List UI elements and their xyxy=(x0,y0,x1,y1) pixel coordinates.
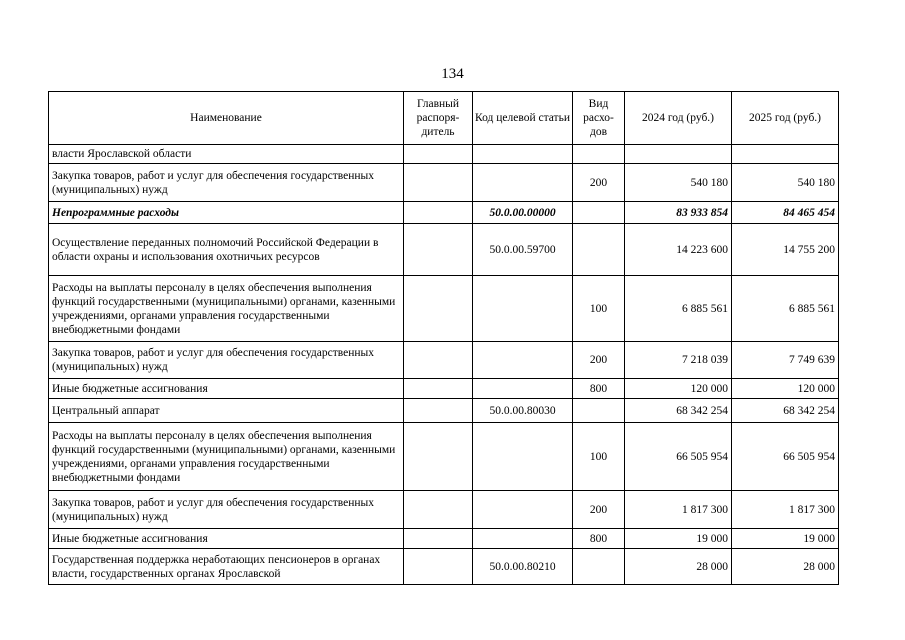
table-row xyxy=(49,342,839,379)
cell-name: Государственная поддержка неработающих пенсионеров в органах власти, государственных органах Ярославской xyxy=(49,549,404,585)
cell-type: 800 xyxy=(573,379,625,399)
cell-name: Непрограммные расходы xyxy=(49,202,404,224)
cell-name: Расходы на выплаты персоналу в целях обеспечения выполнения функций государственными (муниципальными) органами, казенными учреждениями, органами управления государственными внебюджетными фондами xyxy=(49,423,404,491)
cell-2024: 19 000 xyxy=(625,529,732,549)
cell-2024: 14 223 600 xyxy=(625,224,732,276)
cell-code: 50.0.00.80210 xyxy=(473,549,573,585)
cell-2024: 540 180 xyxy=(625,164,732,202)
cell-manager xyxy=(404,399,473,423)
cell-code: 50.0.00.59700 xyxy=(473,224,573,276)
cell-manager xyxy=(404,491,473,529)
cell-name: Иные бюджетные ассигнования xyxy=(49,529,404,549)
header-manager: Главный распоря-дитель xyxy=(404,92,473,145)
cell-type xyxy=(573,145,625,164)
cell-2025 xyxy=(732,145,839,164)
cell-name: Центральный аппарат xyxy=(49,399,404,423)
header-2025: 2025 год (руб.) xyxy=(732,92,839,145)
cell-2025: 540 180 xyxy=(732,164,839,202)
cell-2024: 7 218 039 xyxy=(625,342,732,379)
cell-name: Иные бюджетные ассигнования xyxy=(49,379,404,399)
cell-type xyxy=(573,224,625,276)
cell-2024: 66 505 954 xyxy=(625,423,732,491)
table-row xyxy=(49,224,839,276)
cell-code xyxy=(473,145,573,164)
cell-2024: 28 000 xyxy=(625,549,732,585)
cell-2024: 120 000 xyxy=(625,379,732,399)
cell-manager xyxy=(404,529,473,549)
cell-manager xyxy=(404,342,473,379)
cell-manager xyxy=(404,276,473,342)
table-row xyxy=(49,529,839,549)
cell-code xyxy=(473,529,573,549)
cell-2025: 28 000 xyxy=(732,549,839,585)
cell-2025: 19 000 xyxy=(732,529,839,549)
table-row xyxy=(49,145,839,164)
cell-2025: 66 505 954 xyxy=(732,423,839,491)
cell-type: 200 xyxy=(573,491,625,529)
page-number: 134 xyxy=(441,66,464,82)
cell-2025: 120 000 xyxy=(732,379,839,399)
table-row xyxy=(49,491,839,529)
cell-manager xyxy=(404,549,473,585)
cell-2024: 1 817 300 xyxy=(625,491,732,529)
cell-type xyxy=(573,399,625,423)
cell-2025: 1 817 300 xyxy=(732,491,839,529)
cell-type: 100 xyxy=(573,276,625,342)
header-code: Код целевой статьи xyxy=(473,92,573,145)
cell-name: власти Ярославской области xyxy=(49,145,404,164)
table-row xyxy=(49,379,839,399)
header-type: Вид расхо-дов xyxy=(573,92,625,145)
budget-table xyxy=(48,91,839,585)
cell-code xyxy=(473,379,573,399)
cell-type xyxy=(573,549,625,585)
cell-type: 200 xyxy=(573,164,625,202)
table-row xyxy=(49,202,839,224)
header-2024: 2024 год (руб.) xyxy=(625,92,732,145)
cell-type xyxy=(573,202,625,224)
cell-manager xyxy=(404,224,473,276)
table-row xyxy=(49,164,839,202)
table-row xyxy=(49,549,839,585)
cell-2025: 7 749 639 xyxy=(732,342,839,379)
cell-type: 800 xyxy=(573,529,625,549)
table-header-row xyxy=(49,92,839,145)
cell-2024: 83 933 854 xyxy=(625,202,732,224)
cell-manager xyxy=(404,379,473,399)
cell-name: Закупка товаров, работ и услуг для обеспечения государственных (муниципальных) нужд xyxy=(49,491,404,529)
cell-2025: 14 755 200 xyxy=(732,224,839,276)
cell-2025: 84 465 454 xyxy=(732,202,839,224)
cell-manager xyxy=(404,202,473,224)
cell-name: Расходы на выплаты персоналу в целях обеспечения выполнения функций государственными (муниципальными) органами, казенными учреждениями, органами управления государственными внебюджетными фондами xyxy=(49,276,404,342)
cell-name: Закупка товаров, работ и услуг для обеспечения государственных (муниципальных) нужд xyxy=(49,164,404,202)
cell-2024 xyxy=(625,145,732,164)
table-row xyxy=(49,276,839,342)
cell-name: Осуществление переданных полномочий Российской Федерации в области охраны и использования охотничьих ресурсов xyxy=(49,224,404,276)
cell-code: 50.0.00.80030 xyxy=(473,399,573,423)
cell-type: 100 xyxy=(573,423,625,491)
cell-2025: 68 342 254 xyxy=(732,399,839,423)
cell-code: 50.0.00.00000 xyxy=(473,202,573,224)
cell-code xyxy=(473,423,573,491)
cell-manager xyxy=(404,423,473,491)
cell-2025: 6 885 561 xyxy=(732,276,839,342)
cell-manager xyxy=(404,164,473,202)
cell-2024: 68 342 254 xyxy=(625,399,732,423)
cell-type: 200 xyxy=(573,342,625,379)
cell-code xyxy=(473,491,573,529)
cell-code xyxy=(473,342,573,379)
cell-code xyxy=(473,164,573,202)
table-row xyxy=(49,399,839,423)
cell-manager xyxy=(404,145,473,164)
cell-code xyxy=(473,276,573,342)
table-row xyxy=(49,423,839,491)
header-name: Наименование xyxy=(49,92,404,145)
cell-2024: 6 885 561 xyxy=(625,276,732,342)
cell-name: Закупка товаров, работ и услуг для обеспечения государственных (муниципальных) нужд xyxy=(49,342,404,379)
